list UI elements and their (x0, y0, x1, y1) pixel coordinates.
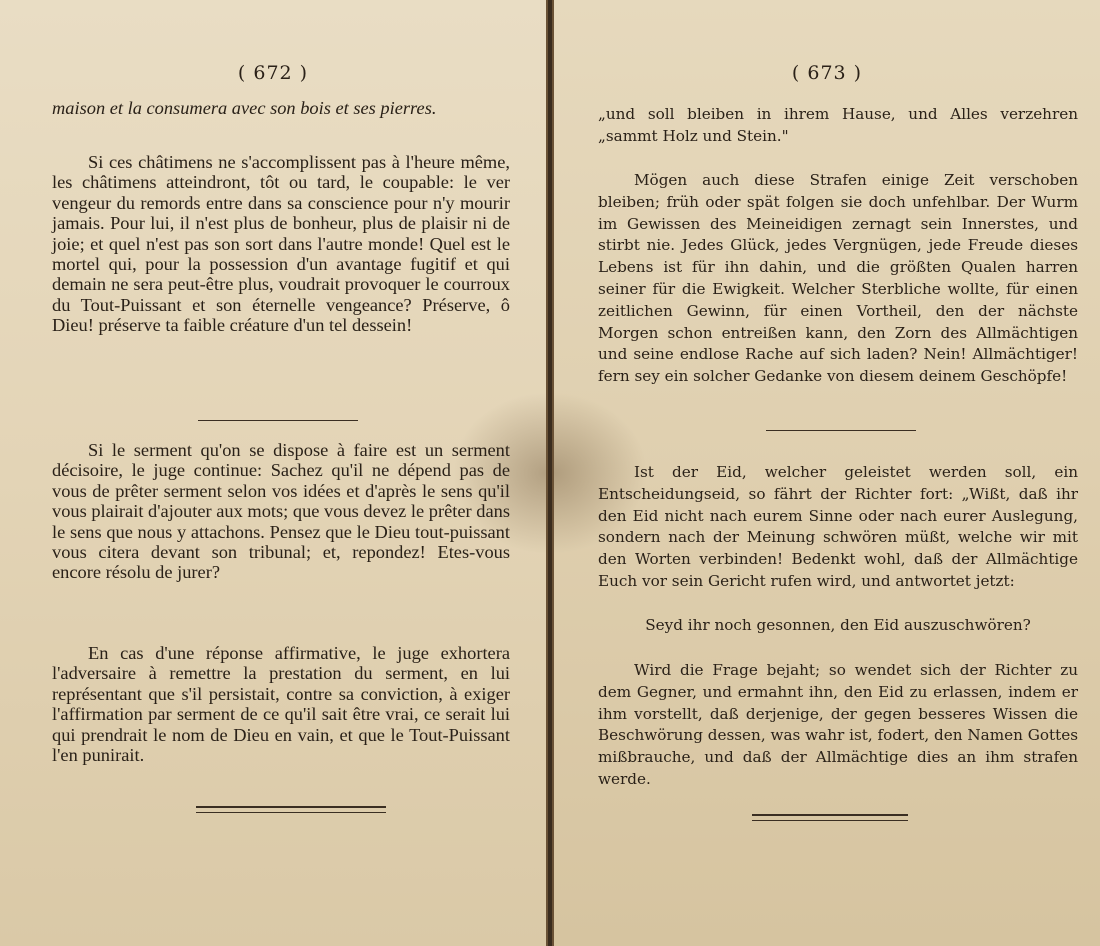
right-paragraph-4 (598, 660, 1078, 791)
question-line: Seyd ihr noch gesonnen, den Eid auszuschwören? (645, 616, 1031, 634)
end-rule (752, 814, 908, 821)
right-page-number: ( 673 ) (791, 62, 863, 84)
left-carryover-text (52, 98, 510, 118)
left-paragraph-1 (52, 152, 510, 336)
left-paragraph-2 (52, 440, 510, 583)
end-rule (196, 806, 386, 813)
paragraph-text: En cas d'une réponse affirmative, le juge exhortera l'adversaire à remettre la prestation du serment, en lui représentant que s'il persistait, contre sa conviction, à exiger l'affirmation par serment de ce qu'il sait être vrai, ce serait lui qui prendrait le nom de Dieu en vain, et que le Tout-Puissant l'en punirait. (52, 643, 510, 766)
section-divider (766, 430, 916, 431)
left-page-number: ( 672 ) (237, 62, 309, 84)
paragraph-text: Wird die Frage bejaht; so wendet sich der Richter zu dem Gegner, und ermahnt ihn, den Eid zu erlassen, indem er ihm vorstellt, daß derjenige, der gegen besseres Wissen die Beschwörung dessen, was wahr ist, fodert, den Namen Gottes mißbrauche, und daß der Allmächtige dies an ihm strafen werde. (598, 661, 1078, 788)
paragraph-text: Si le serment qu'on se dispose à faire est un serment décisoire, le juge continue: Sachez qu'il ne dépend pas de vous de prêter serment selon vos idées et d'après le sens qu'il vous plairait d'ajouter aux mots; que vous devez le prêter dans le sens que nous y attachons. Pensez que le Dieu tout-puissant vous citera devant son tribunal; et, repondez! Etes-vous encore résolu de jurer? (52, 440, 510, 583)
right-paragraph-2 (598, 462, 1078, 593)
left-paragraph-3 (52, 643, 510, 765)
right-paragraph-3 (598, 615, 1078, 637)
right-paragraph-1 (598, 170, 1078, 388)
paragraph-text: Si ces châtimens ne s'accomplissent pas à l'heure même, les châtimens atteindront, tôt ou tard, le coupable: le ver vengeur du remords entre dans sa conscience pour n'y mourir jamais. Pour lui, il n'est plus de bonheur, plus de plaisir ni de joie; et quel n'est pas son sort dans l'autre monde! Quel est le mortel qui, pour la possession d'un avantage fugitif et qui demain ne sera peut-être plus, voudrait provoquer le courroux du Tout-Puissant et son éternelle vengeance? Préserve, ô Dieu! préserve ta faible créature d'un tel dessein! (52, 152, 510, 336)
paragraph-text: Ist der Eid, welcher geleistet werden soll, ein Entscheidungseid, so fährt der Richter fort: „Wißt, daß ihr den Eid nicht nach eurem Sinne oder nach eurer Auslegung, sondern nach der Meinung schwören müßt, welche wir mit den Worten verbinden! Bedenkt wohl, daß der Allmächtige Euch vor sein Gericht rufen wird, und antwortet jetzt: (598, 463, 1078, 590)
paragraph-text: Mögen auch diese Strafen einige Zeit verschoben bleiben; früh oder spät folgen sie doch unfehlbar. Der Wurm im Gewissen des Meineidigen zernagt sein Innerstes, und stirbt nie. Jedes Glück, jedes Vergnügen, jede Freude dieses Lebens ist für ihn dahin, und die größten Qualen harren seiner für die Ewigkeit. Welcher Sterbliche wollte, für einen zeitlichen Gewinn, für einen Vortheil, den der nächste Morgen schon entreißen kann, den Zorn des Allmächtigen und seine endlose Rache auf sich laden? Nein! Allmächtiger! fern sey ein solcher Gedanke von diesem deinem Geschöpfe! (598, 171, 1078, 386)
right-page (552, 0, 1100, 946)
carryover-line: „und soll bleiben in ihrem Hause, und Alles verzehren „sammt Holz und Stein." (598, 105, 1078, 145)
section-divider (198, 420, 358, 421)
left-page (0, 0, 548, 946)
carryover-line: maison et la consumera avec son bois et ses pierres. (52, 98, 437, 118)
right-carryover-text (598, 104, 1078, 148)
